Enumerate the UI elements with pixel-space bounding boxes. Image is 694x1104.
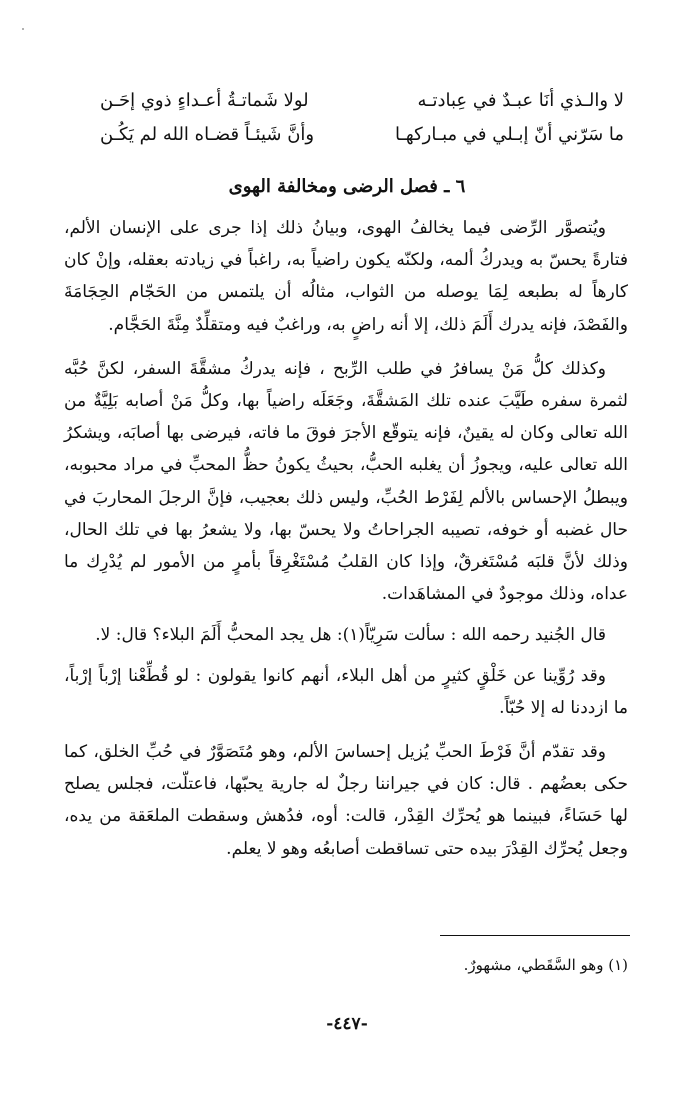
poem-verse — [100, 118, 624, 152]
page-number: -٤٤٧- — [326, 1014, 368, 1034]
verse-second-hemistich: لولا شَماتـةُ أعـداءٍ ذوي إحَـن — [100, 90, 309, 111]
poem-block — [100, 84, 624, 152]
verse-second-hemistich: وأنَّ شَيئـاً قضـاه الله لم يَكُـن — [100, 124, 315, 145]
verse-first-hemistich: لا والـذي أنَا عبـدٌ في عِبادتـه — [417, 90, 624, 111]
scan-speck — [22, 28, 24, 30]
footnote-divider — [440, 935, 630, 936]
section-heading: ٦ ـ فصل الرضى ومخالفة الهوى — [228, 176, 466, 197]
paragraph: وكذلك كلُّ مَنْ يسافرُ في طلب الرِّبح ، فإنه يدركُ مشقَّةَ السفر، لكنَّ حُبَّه لثمرة سفره طَيَّبَ عنده تلك المَشقَّةَ، وجَعَلَه راضياً بها، وكلُّ مَنْ أصابه بَلِيَّةٌ من الله تعالى وكان له يقينٌ، فإنه يتوقّع الأجرَ فوقَ ما فاته، فيرضى بها أصابَه، ويشكرُ الله تعالى عليه، ويجوزُ أن يغلبه الحبُّ، بحيثُ يكونُ حظُّ المحبِّ في مراد محبوبه، ويبطلُ الإحساس بالألم لِفَرْط الحُبِّ، وليس ذلك بعجيب، فإنَّ الرجلَ المحاربَ في حال غضبه أو خوفه، تصيبه الجراحاتُ ولا يحسّ بها، ولا يشعرُ بها في تلك الحال، وذلك لأنَّ قلبَه مُسْتَغرقٌ، وإذا كان القلبُ مُسْتَغْرِقاً بأمرٍ من الأمور لم يُدْرِك ما عداه، وذلك موجودٌ في المشاهَدات. — [64, 358, 628, 605]
paragraph: وقد تقدّم أنَّ فَرْطَ الحبِّ يُزيل إحساسَ الألم، وهو مُتَصَوَّرٌ في حُبِّ الخلق، كما حكى بعضُهم . قال: كان في جيراننا رجلٌ له جارية يحبّها، فاعتلّت، فجلس يصلح لها حَسَاءً، فبينما هو يُحرِّك القِدْر، قالت: أوه، فدُهش وسقطت الملعَقة من يده، وجعل يُحرِّك القِدْرَ بيده حتى تساقطت أصابعُه وهو لا يعلم. — [64, 742, 628, 859]
body-text — [64, 212, 628, 865]
footnote: (١) وهو السَّقَطي، مشهورٌ. — [463, 956, 628, 974]
verse-first-hemistich: ما سَرّني أنّ إبـلي في مبـاركهـا — [395, 124, 624, 145]
poem-verse — [100, 84, 624, 118]
paragraph: قال الجُنيد رحمه الله : سألت سَرِيّاً(١): هل يجد المحبُّ أَلَمَ البلاء؟ قال: لا. — [95, 625, 606, 646]
paragraph: وقد رُوِّينا عن خَلْقٍ كثيرٍ من أهل البلاء، أنهم كانوا يقولون : لو قُطِّعْنا إرْباً إرْباً، ما ازددنا له إلا حُبّاً. — [64, 665, 628, 718]
paragraph: ويُتصوَّر الرِّضى فيما يخالفُ الهوى، وبيانُ ذلك إذا جرى على الإنسان الألم، فتارةً يحسّ به ويدركُ ألمه، ولكنّه يكون راضياً به، راغباً في زيادته بعقله، وإنْ كان كارهاً له بطبعه لِمَا يوصله من الثواب، مثالُه أن يلتمس من الحَجّام الحِجَامَةَ والفَصْدَ، فإنه يدرك أَلَمَ ذلك، إلا أنه راضٍ به، وراغبٌ فيه ومتقلِّدٌ مِنَّةَ الحَجَّام. — [64, 218, 628, 335]
